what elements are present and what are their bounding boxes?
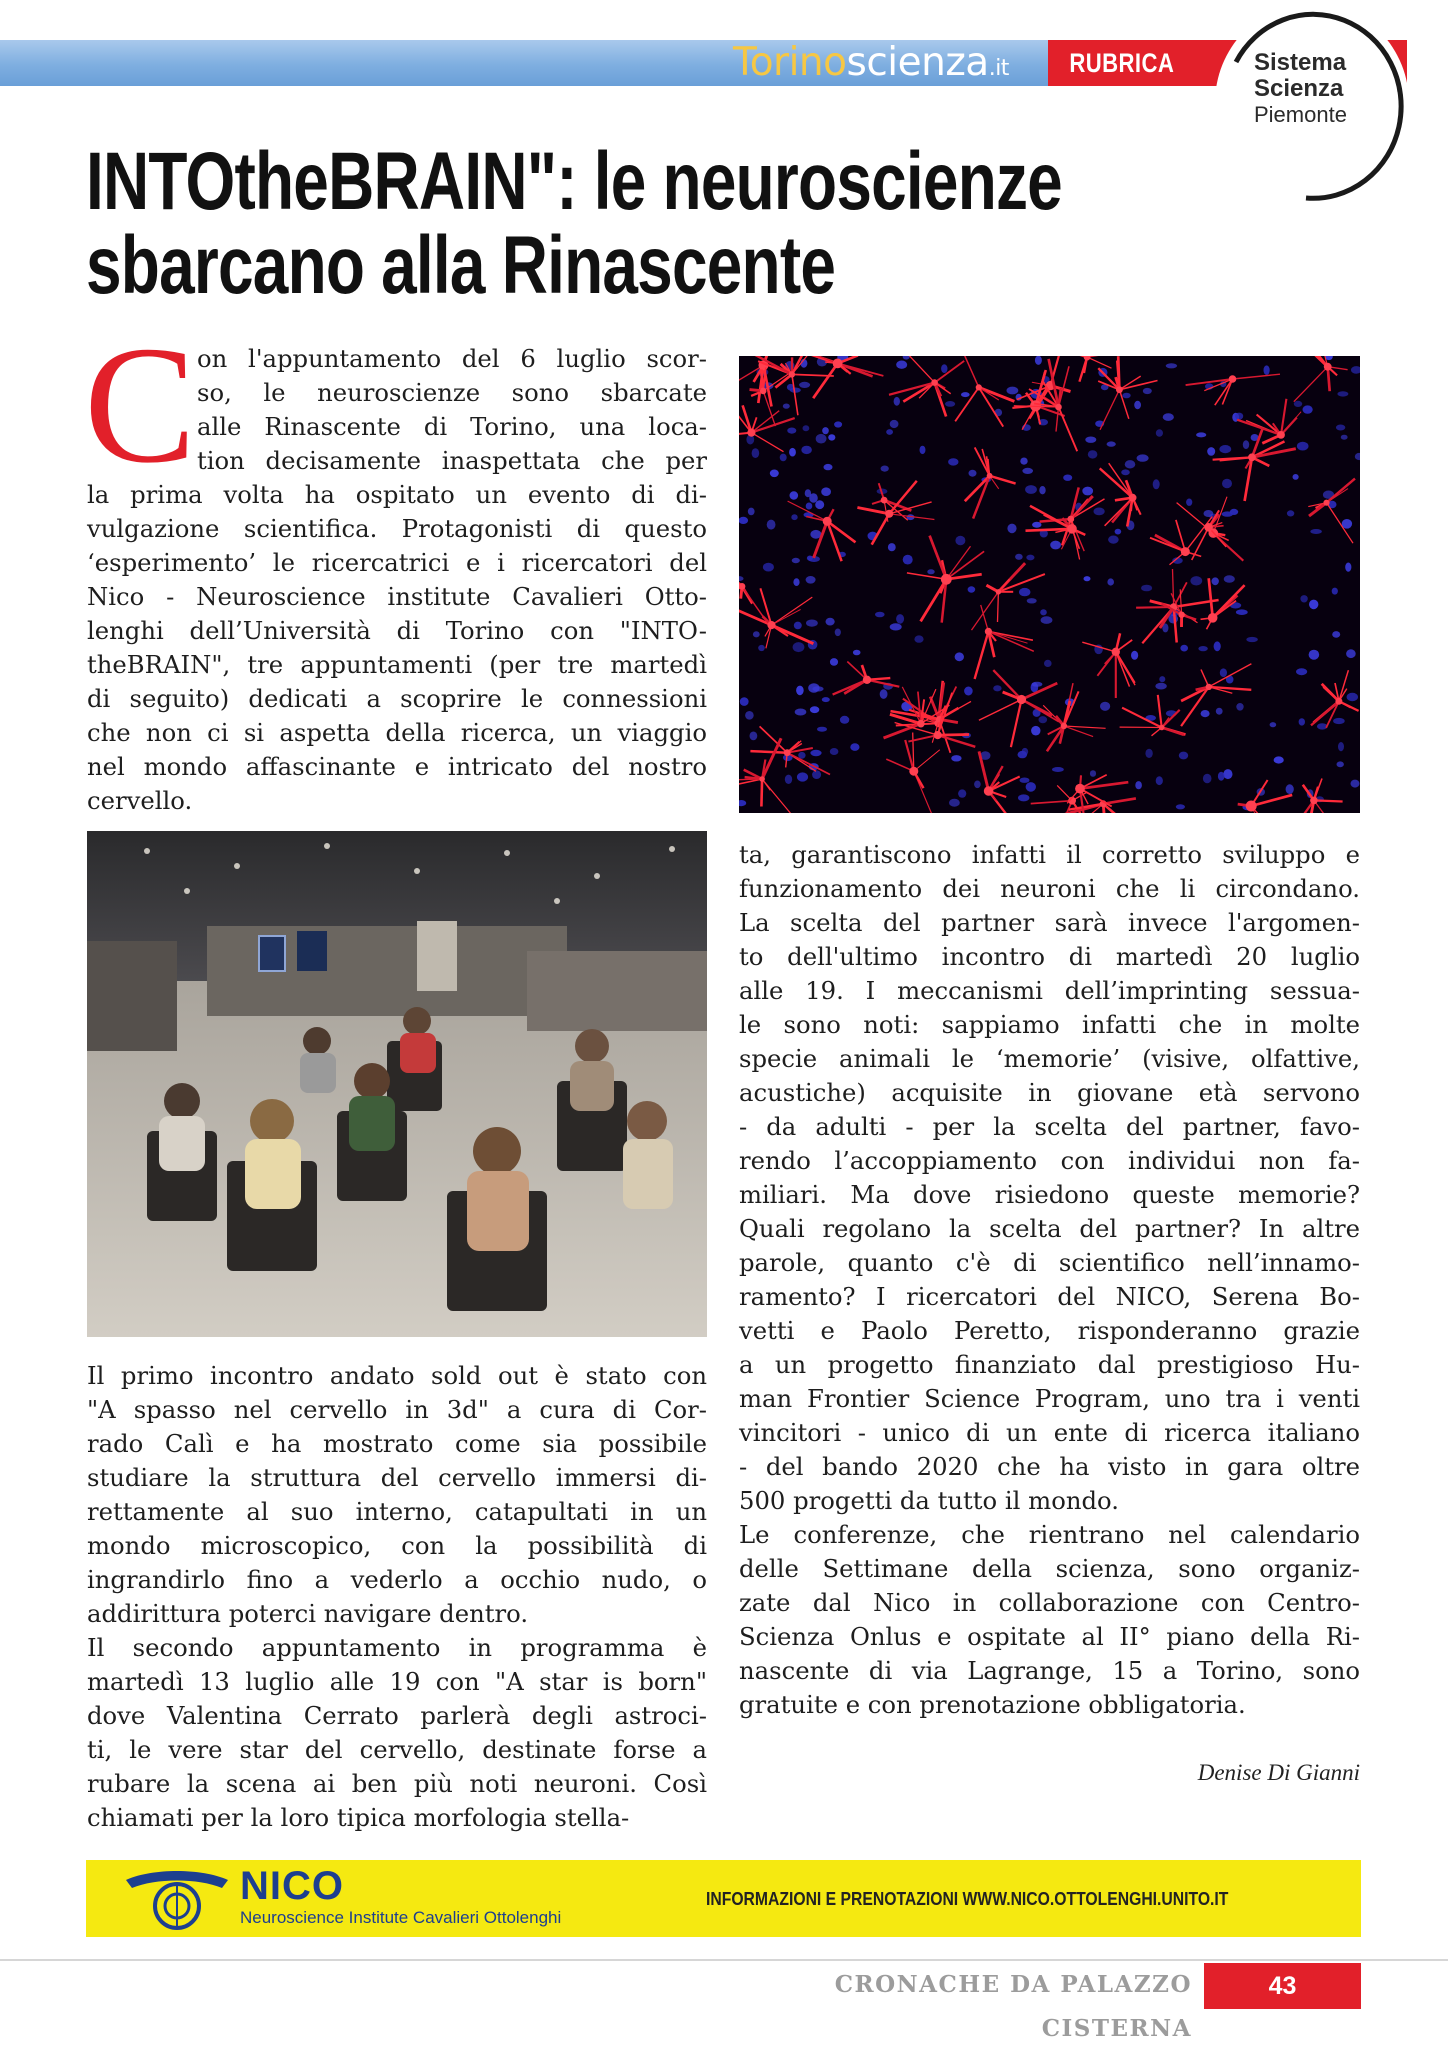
- text-line: chiamati per la loro tipica morfologia stella-: [87, 1803, 630, 1832]
- footer-rule: [0, 1959, 1448, 1961]
- logo-text: [1254, 50, 1347, 128]
- text-line: to dell'ultimo incontro di martedì 20 luglio: [739, 942, 1360, 971]
- site-name-part1: Torino: [733, 40, 847, 85]
- title-line2: sbarcano alla Rinascente: [86, 220, 836, 311]
- page-number: 43: [1268, 1972, 1297, 2000]
- text-line: specie animali le ‘memorie’ (visive, olfattive,: [739, 1044, 1360, 1073]
- text-line: 500 progetti da tutto il mondo.: [739, 1486, 1119, 1515]
- text-line: rettamente al suo interno, catapultati in un: [87, 1497, 707, 1526]
- text-line: "A spasso nel cervello in 3d" a cura di Cor-: [87, 1395, 707, 1424]
- text-line: Scienza Onlus e ospitate al II° piano della Ri-: [739, 1622, 1360, 1651]
- info-bar: [86, 1860, 1361, 1937]
- text-line: che non ci si aspetta della ricerca, un viaggio: [87, 718, 707, 747]
- text-line: Il primo incontro andato sold out è stato con: [87, 1361, 707, 1390]
- text-line: - del bando 2020 che ha visto in gara oltre: [739, 1452, 1360, 1481]
- site-name-part2: scienza: [846, 40, 989, 85]
- text-line: dove Valentina Cerrato parlerà degli astroci-: [87, 1701, 707, 1730]
- text-line: ti, le vere star del cervello, destinate forse a: [87, 1735, 707, 1764]
- column1-bottom-text: [87, 1359, 707, 1835]
- text-line: miliari. Ma dove risiedono queste memorie?: [739, 1180, 1360, 1209]
- text-line: theBRAIN", tre appuntamenti (per tre martedì: [87, 650, 707, 679]
- text-line: martedì 13 luglio alle 19 con "A star is born": [87, 1667, 707, 1696]
- text-line: rubare la scena ai ben più noti neuroni. Così: [87, 1769, 707, 1798]
- author-signature: Denise Di Gianni: [1197, 1760, 1360, 1785]
- text-line: nel mondo affascinante e intricato del nostro: [87, 752, 707, 781]
- site-name-part3: .it: [988, 56, 1009, 81]
- microscopy-figure: [739, 356, 1360, 813]
- text-line: Quali regolano la scelta del partner? In altre: [739, 1214, 1360, 1243]
- sistema-scienza-logo: [1212, 0, 1412, 210]
- event-audience-photo: [87, 831, 707, 1337]
- text-line: Il secondo appuntamento in programma è: [87, 1633, 707, 1662]
- text-line: so, le neuroscienze sono sbarcate: [197, 378, 707, 407]
- text-line: mondo microscopico, con la possibilità di: [87, 1531, 707, 1560]
- text-line: alle Rinascente di Torino, una loca-: [197, 412, 707, 441]
- info-link[interactable]: INFORMAZIONI E PRENOTAZIONI WWW.NICO.OTTOLENGHI.UNITO.IT: [706, 1888, 1229, 1909]
- text-line: man Frontier Science Program, uno tra i venti: [739, 1384, 1360, 1413]
- text-line: la prima volta ha ospitato un evento di di-: [87, 480, 707, 509]
- logo-line3: Piemonte: [1254, 102, 1347, 127]
- text-line: La scelta del partner sarà invece l'argomen-: [739, 908, 1360, 937]
- text-line: vulgazione scientifica. Protagonisti di questo: [87, 514, 707, 543]
- text-line: ‘esperimento’ le ricercatrici e i ricercatori del: [87, 548, 707, 577]
- text-line: di seguito) dedicati a scoprire le connessioni: [87, 684, 707, 713]
- logo-line1: Sistema: [1254, 49, 1347, 76]
- drop-cap: C: [84, 312, 197, 498]
- text-line: alle 19. I meccanismi dell’imprinting sessua-: [739, 976, 1360, 1005]
- text-line: nascente di via Lagrange, 15 a Torino, sono: [739, 1656, 1360, 1685]
- event-photo-figure: [87, 831, 707, 1337]
- text-line: ramento? I ricercatori del NICO, Serena Bo-: [739, 1282, 1360, 1311]
- text-line: vetti e Paolo Peretto, risponderanno grazie: [739, 1316, 1360, 1345]
- text-line: studiare la struttura del cervello immersi di-: [87, 1463, 707, 1492]
- publication-title: CRONACHE DA PALAZZO CISTERNA: [834, 1971, 1192, 2042]
- logo-line2: Scienza: [1254, 75, 1344, 102]
- text-line: lenghi dell’Università di Torino con "INTO-: [87, 616, 707, 645]
- text-line: rendo l’accoppiamento con individui non fa-: [739, 1146, 1360, 1175]
- text-line: Le conferenze, che rientrano nel calendario: [739, 1520, 1360, 1549]
- text-line: parole, quanto c'è di scientifico nell’innamo-: [739, 1248, 1360, 1277]
- text-line: - da adulti - per la scelta del partner, favo-: [739, 1112, 1360, 1141]
- text-line: gratuite e con prenotazione obbligatoria.: [739, 1690, 1246, 1719]
- nico-name: NICO: [240, 1864, 344, 1908]
- nico-full-name: Neuroscience Institute Cavalieri Ottolenghi: [240, 1908, 562, 1927]
- text-line: tion decisamente inaspettata che per: [197, 446, 707, 475]
- text-line: addirittura poterci navigare dentro.: [87, 1599, 529, 1628]
- title-line1: INTOtheBRAIN": le neuroscienze: [86, 136, 1062, 227]
- astrocytes-microscopy-image: [739, 356, 1360, 813]
- text-line: le sono noti: sappiamo infatti che in molte: [739, 1010, 1360, 1039]
- text-line: a un progetto finanziato dal prestigioso Hu-: [739, 1350, 1360, 1379]
- nico-logo-icon: [122, 1866, 232, 1932]
- text-line: vincitori - unico di un ente di ricerca italiano: [739, 1418, 1360, 1447]
- column2-text: [739, 838, 1360, 1722]
- text-line: Nico - Neuroscience institute Cavalieri Otto-: [87, 582, 707, 611]
- site-name[interactable]: [733, 41, 1009, 85]
- text-line: rado Calì e ha mostrato come sia possibile: [87, 1429, 707, 1458]
- page-number-box: [1204, 1963, 1361, 2009]
- text-line: delle Settimane della scienza, sono organiz-: [739, 1554, 1360, 1583]
- text-line: on l'appuntamento del 6 luglio scor-: [197, 344, 707, 373]
- text-line: cervello.: [87, 786, 193, 815]
- text-line: zate dal Nico in collaborazione con Centro-: [739, 1588, 1360, 1617]
- column1-top-text: [87, 342, 707, 818]
- article-title: [86, 136, 1062, 311]
- text-line: ingrandirlo fino a vederlo a occhio nudo, o: [87, 1565, 707, 1594]
- section-label: RUBRICA: [1069, 48, 1175, 78]
- text-line: acustiche) acquisite in giovane età servono: [739, 1078, 1360, 1107]
- text-line: ta, garantiscono infatti il corretto sviluppo e: [739, 840, 1360, 869]
- text-line: funzionamento dei neuroni che li circondano.: [739, 874, 1360, 903]
